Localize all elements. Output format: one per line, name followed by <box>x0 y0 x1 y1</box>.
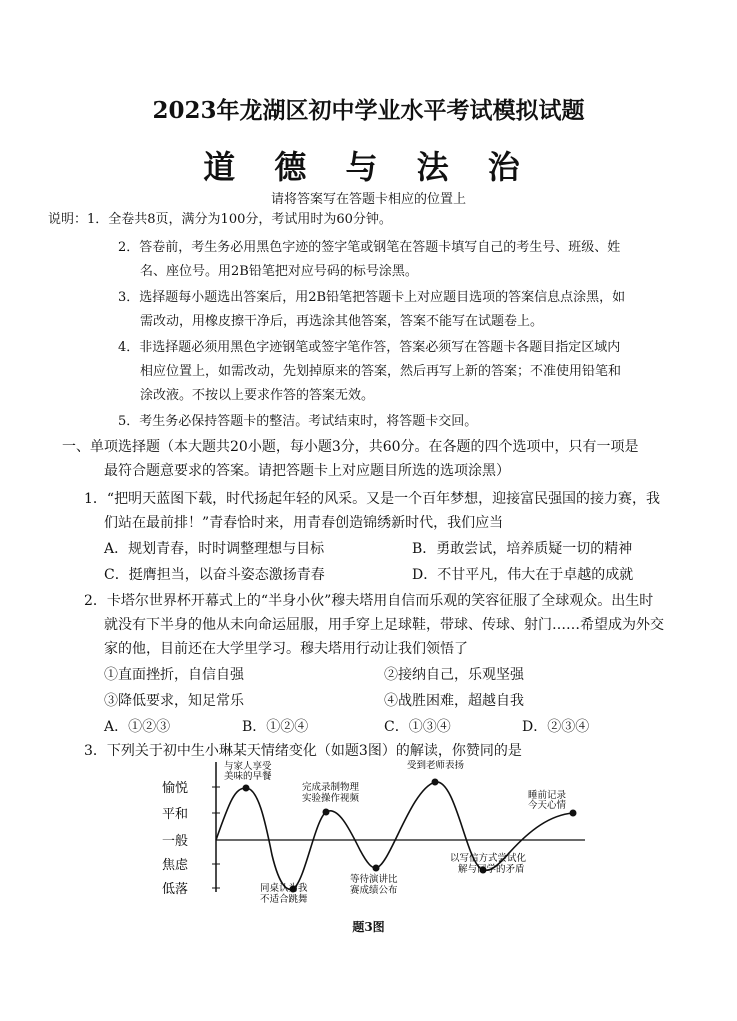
event-label-deskmate-1: 同桌认为我 <box>260 883 308 894</box>
q2-stem-line-3: 家的他，目前还在大学里学习。穆夫塔用行动让我们领悟了 <box>104 641 468 657</box>
event-label-deskmate-2: 不适合跳舞 <box>260 894 308 905</box>
note-line-8: 涂改液。不按以上要求作答的答案无效。 <box>140 388 375 403</box>
event-label-letter-2: 解与同学的矛盾 <box>458 864 525 875</box>
event-label-breakfast-1: 与家人享受 <box>224 761 272 772</box>
q2-option-d: D．②③④ <box>522 719 590 735</box>
q2-stem-line-2: 就没有下半身的他从未向命运屈服，用手穿上足球鞋，带球、传球、射门……希望成为外交 <box>104 617 664 633</box>
event-label-diary-1: 睡前记录 <box>528 790 567 801</box>
event-point-speech <box>373 865 380 872</box>
q3-stem-line-1: 3．下列关于初中生小琳某天情绪变化（如题3图）的解读，你赞同的是 <box>84 743 522 759</box>
event-label-letter-1: 以写信方式尝试化 <box>450 853 527 864</box>
section-heading-line-2: 最符合题意要求的答案。请把答题卡上对应题目所选的选项涂黑） <box>104 463 510 479</box>
event-point-praise <box>432 779 439 786</box>
q1-option-d: D．不甘平凡，伟大在于卓越的成就 <box>412 567 634 583</box>
q2-option-a: A．①②③ <box>104 719 171 735</box>
q2-statement-1: ①直面挫折，自信自强 <box>104 667 244 683</box>
q1-stem-line-1: 1．“把明天蓝图下载，时代扬起年轻的风采。又是一个百年梦想，迎接富民强国的接力赛，我 <box>84 491 661 507</box>
q2-option-b: B．①②④ <box>242 719 309 735</box>
ylabel-yuyue: 愉悦 <box>162 781 189 796</box>
note-line-6: 4．非选择题必须用黑色字迹钢笔或签字笔作答，答案必须写在答题卡各题目指定区域内 <box>118 340 621 355</box>
ylabel-pinghe: 平和 <box>162 807 189 822</box>
q2-statement-4: ④战胜困难，超越自我 <box>384 693 524 709</box>
note-line-7: 相应位置上，如需改动，先划掉原来的答案，然后再写上新的答案；不准使用铅笔和 <box>140 364 622 379</box>
q2-statement-2: ②接纳自己，乐观坚强 <box>384 667 524 683</box>
note-line-2: 2．答卷前，考生务必用黑色字迹的签字笔或钢笔在答题卡填写自己的考生号、班级、姓 <box>118 240 621 255</box>
event-label-video-1: 完成录制物理 <box>302 782 360 793</box>
ylabel-diluo: 低落 <box>162 882 189 897</box>
q2-option-c: C．①③④ <box>384 719 451 735</box>
q1-stem-line-2: 们站在最前排！”青春恰时来，用青春创造锦绣新时代，我们应当 <box>104 515 504 531</box>
note-line-3: 名、座位号。用2B铅笔把对应号码的标号涂黑。 <box>140 264 418 279</box>
event-label-video-2: 实验操作视频 <box>302 793 360 804</box>
q2-stem-line-1: 2．卡塔尔世界杯开幕式上的“半身小伙”穆夫塔用自信而乐观的笑容征服了全球观众。出生时 <box>84 593 654 609</box>
figure-caption: 题3图 <box>352 920 385 934</box>
note-line-1: 说明：1．全卷共8页，满分为100分，考试用时为60分钟。 <box>48 212 392 227</box>
emotion-curve-figure <box>160 760 590 910</box>
q1-option-b: B．勇敢尝试，培养质疑一切的精神 <box>412 541 633 557</box>
note-line-5: 需改动，用橡皮擦干净后，再选涂其他答案，答案不能写在试题卷上。 <box>140 314 544 329</box>
q1-option-a: A．规划青春，时时调整理想与目标 <box>104 541 325 557</box>
event-label-praise: 受到老师表扬 <box>407 760 465 771</box>
event-label-breakfast-2: 美味的早餐 <box>224 771 272 782</box>
subject-title: 道 德 与 法 治 <box>203 148 534 186</box>
note-line-9: 5．考生务必保持答题卡的整洁。考试结束时，将答题卡交回。 <box>118 414 478 429</box>
ylabel-jiaolv: 焦虑 <box>162 858 189 873</box>
event-point-breakfast <box>243 785 250 792</box>
event-point-diary <box>570 810 577 817</box>
event-label-speech-2: 赛成绩公布 <box>350 885 398 896</box>
section-heading-line-1: 一、单项选择题（本大题共20小题，每小题3分，共60分。在各题的四个选项中，只有一项是 <box>62 439 639 455</box>
note-line-4: 3．选择题每小题选出答案后，用2B铅笔把答题卡上对应题目选项的答案信息点涂黑，如 <box>118 290 626 305</box>
q2-statement-3: ③降低要求，知足常乐 <box>104 693 244 709</box>
event-label-speech-1: 等待演讲比 <box>350 874 398 885</box>
answer-hint: 请将答案写在答题卡相应的位置上 <box>270 192 466 207</box>
ylabel-yiban: 一般 <box>162 834 189 849</box>
exam-title: 2023年龙湖区初中学业水平考试模拟试题 <box>152 97 585 124</box>
event-label-diary-2: 今天心情 <box>528 800 567 811</box>
event-point-video <box>323 809 330 816</box>
q1-option-c: C．挺膺担当，以奋斗姿态激扬青春 <box>104 567 325 583</box>
